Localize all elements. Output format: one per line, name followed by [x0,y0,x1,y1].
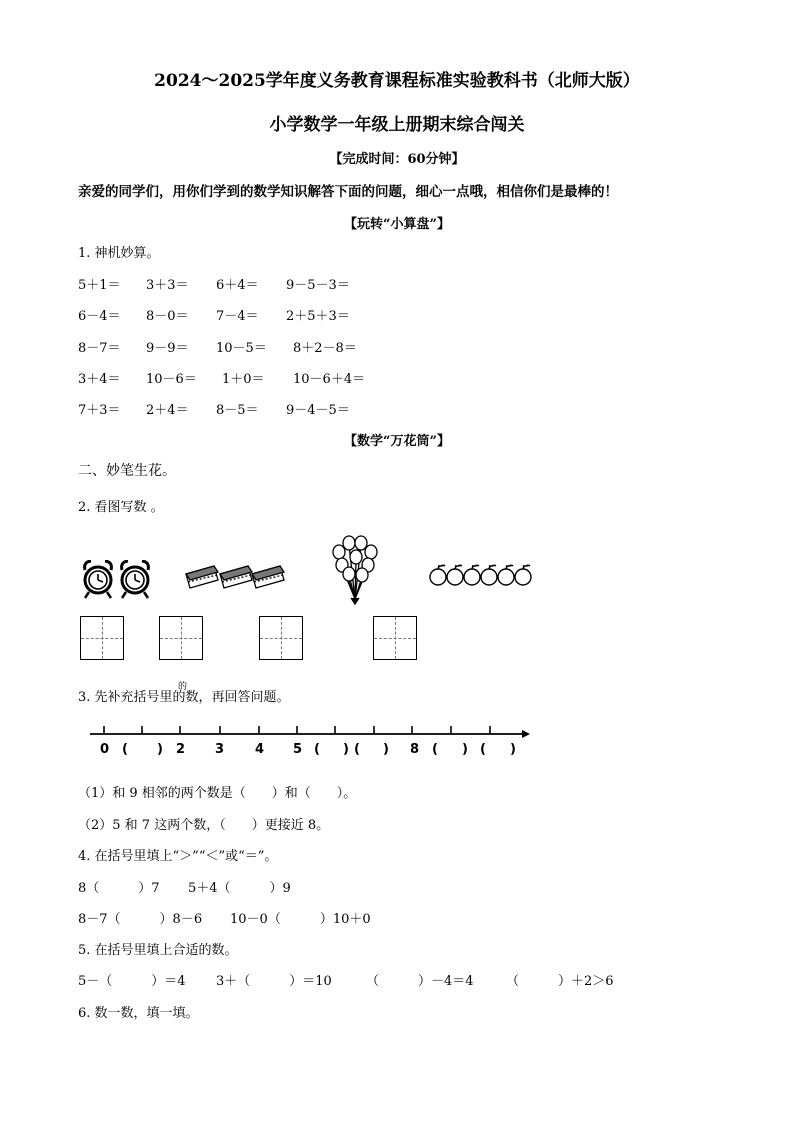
exercise: 8－0＝ [146,309,189,324]
exercise: 10－6＋4＝ [293,372,366,387]
number-line-label: 0 [100,742,110,757]
number-line-label: ) [462,742,468,757]
number-line-label: ( [122,742,128,757]
number-line-label: ( [314,742,320,757]
number-line-label: 8 [410,742,420,757]
question-3-part-1: （1）和 9 相邻的两个数是（ ）和（ ）。 [78,786,357,801]
fill-item: 3＋（ ）＝10 [216,974,332,989]
exercise: 10－5＝ [216,341,267,356]
section-heading-math: 【数学“万花筒”】 [344,434,450,449]
fill-item: （ ）－4＝4 [366,974,474,989]
number-line-label: 4 [255,742,265,757]
compare-item: 8（ ）7 [78,881,160,896]
exercise: 8－5＝ [216,403,259,418]
number-line-label: ( [354,742,360,757]
number-line-label: ( [432,742,438,757]
question-2-title: 2. 看图写数 。 [78,500,164,515]
number-line [88,724,533,740]
compare-item: 10－0（ ）10＋0 [230,912,371,927]
exercise: 3＋4＝ [78,372,121,387]
question-3-title: 3. 先补充括号里的数，再回答问题。 [78,690,290,705]
exercise: 9－5－3＝ [286,278,350,293]
section-subheading: 二、妙笔生花。 [78,463,176,479]
answer-box[interactable] [159,616,203,660]
answer-box[interactable] [373,616,417,660]
exercise: 9－9＝ [146,341,189,356]
balloons-icon [330,535,380,605]
number-line-label: ) [383,742,389,757]
answer-box[interactable] [80,616,124,660]
number-line-label: 2 [176,742,186,757]
exercise: 6－4＝ [78,309,121,324]
exercise: 6＋4＝ [216,278,259,293]
exercise: 7－4＝ [216,309,259,324]
exercise: 8－7＝ [78,341,121,356]
exercise: 7＋3＝ [78,403,121,418]
compare-item: 8－7（ ）8－6 [78,912,203,927]
exercise: 10－6＝ [146,372,197,387]
exercise: 2＋5＋3＝ [286,309,350,324]
greeting: 亲爱的同学们，用你们学到的数学知识解答下面的问题，细心一点哦，相信你们是最棒的！ [78,184,618,200]
answer-box[interactable] [259,616,303,660]
question-3-part-2: （2）5 和 7 这两个数，（ ）更接近 8。 [78,818,330,833]
compare-item: 5＋4（ ）9 [188,881,291,896]
number-line-label: ( [480,742,486,757]
number-line-label: ) [510,742,516,757]
exercise: 5＋1＝ [78,278,121,293]
question-4-title: 4. 在括号里填上“＞”“＜”或“＝”。 [78,849,278,864]
exercise: 3＋3＝ [146,278,189,293]
paper-title: 2024～2025学年度义务教育课程标准实验教科书（北师大版） [154,71,640,91]
exercise: 9－4－5＝ [286,403,350,418]
question-5-title: 5. 在括号里填上合适的数。 [78,943,238,958]
question-6-title: 6. 数一数，填一填。 [78,1006,199,1021]
question-1-title: 1. 神机妙算。 [78,246,160,261]
exercise: 1＋0＝ [222,372,265,387]
paper-subtitle: 小学数学一年级上册期末综合闯关 [269,115,525,135]
apple-icon [428,562,534,590]
number-line-label: ) [157,742,163,757]
fill-item: （ ）＋2＞6 [506,974,614,989]
exercise: 2＋4＝ [146,403,189,418]
section-heading-calc: 【玩转“小算盘”】 [344,217,450,232]
exercise: 8＋2－8＝ [293,341,357,356]
number-line-label: ) [343,742,349,757]
cake-slice-icon [184,562,286,592]
number-line-label: 5 [293,742,303,757]
alarm-clock-icon [80,560,156,602]
number-line-label: 3 [215,742,225,757]
time-limit: 【完成时间：60分钟】 [329,152,465,167]
stray-mark: 的 [178,682,188,692]
fill-item: 5－（ ）＝4 [78,974,186,989]
